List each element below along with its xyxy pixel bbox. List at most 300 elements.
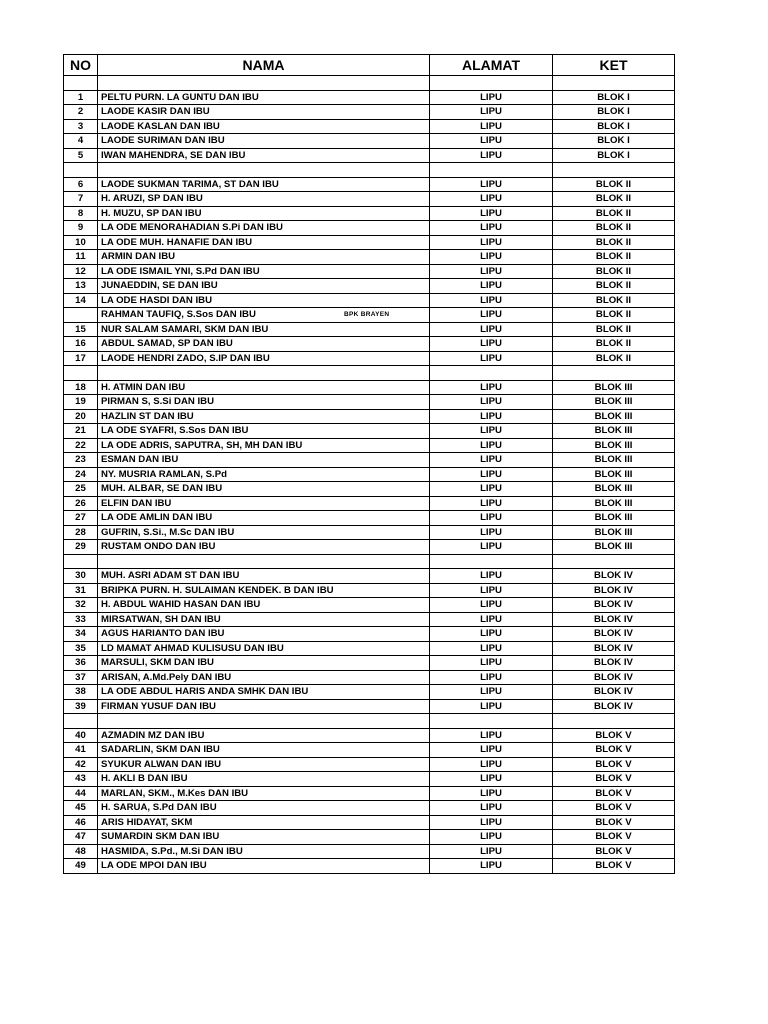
table-row bbox=[64, 279, 675, 294]
cell-ket: BLOK II bbox=[553, 250, 675, 265]
nama-text: PIRMAN S, S.Si DAN IBU bbox=[101, 396, 215, 407]
cell-nama bbox=[98, 641, 430, 656]
table-row bbox=[64, 293, 675, 308]
nama-text: NUR SALAM SAMARI, SKM DAN IBU bbox=[101, 323, 269, 335]
cell-no: 34 bbox=[64, 627, 98, 642]
cell-nama bbox=[98, 308, 430, 323]
table-row bbox=[64, 424, 675, 439]
cell-nama bbox=[98, 569, 430, 584]
cell-alamat: LIPU bbox=[430, 134, 553, 149]
table-row bbox=[64, 757, 675, 772]
nama-text: AZMADIN MZ DAN IBU bbox=[101, 729, 205, 741]
cell-alamat: LIPU bbox=[430, 569, 553, 584]
cell-nama bbox=[98, 714, 430, 729]
cell-nama bbox=[98, 786, 430, 801]
cell-alamat: LIPU bbox=[430, 844, 553, 859]
cell-ket: BLOK IV bbox=[553, 656, 675, 671]
cell-nama bbox=[98, 656, 430, 671]
table-row bbox=[64, 772, 675, 787]
nama-text: NY. MUSRIA RAMLAN, S.Pd bbox=[101, 468, 227, 480]
nama-text: JUNAEDDIN, SE DAN IBU bbox=[101, 280, 218, 291]
cell-nama bbox=[98, 395, 430, 410]
cell-alamat: LIPU bbox=[430, 192, 553, 207]
cell-nama bbox=[98, 685, 430, 700]
cell-no: 33 bbox=[64, 612, 98, 627]
nama-text: LD MAMAT AHMAD KULISUSU DAN IBU bbox=[101, 642, 284, 654]
table-row bbox=[64, 148, 675, 163]
nama-text: H. SARUA, S.Pd DAN IBU bbox=[101, 802, 217, 813]
cell-nama bbox=[98, 482, 430, 497]
cell-nama bbox=[98, 380, 430, 395]
nama-text: H. AKLI B DAN IBU bbox=[101, 773, 188, 784]
cell-alamat: LIPU bbox=[430, 699, 553, 714]
cell-nama bbox=[98, 250, 430, 265]
cell-no: 6 bbox=[64, 177, 98, 192]
nama-text: H. ATMIN DAN IBU bbox=[101, 381, 186, 393]
nama-text: LA ODE MPOI DAN IBU bbox=[101, 860, 207, 871]
header-no: NO bbox=[64, 55, 98, 76]
cell-ket: BLOK III bbox=[553, 540, 675, 555]
cell-alamat: LIPU bbox=[430, 105, 553, 120]
cell-alamat: LIPU bbox=[430, 540, 553, 555]
cell-alamat: LIPU bbox=[430, 395, 553, 410]
cell-alamat: LIPU bbox=[430, 337, 553, 352]
cell-ket: BLOK IV bbox=[553, 583, 675, 598]
table-row bbox=[64, 844, 675, 859]
table-row bbox=[64, 250, 675, 265]
cell-no: 25 bbox=[64, 482, 98, 497]
cell-no: 30 bbox=[64, 569, 98, 584]
cell-alamat: LIPU bbox=[430, 380, 553, 395]
cell-ket: BLOK III bbox=[553, 453, 675, 468]
cell-ket: BLOK IV bbox=[553, 641, 675, 656]
table-row bbox=[64, 221, 675, 236]
cell-alamat: LIPU bbox=[430, 627, 553, 642]
nama-text: IWAN MAHENDRA, SE DAN IBU bbox=[101, 149, 246, 161]
nama-text: LAODE SURIMAN DAN IBU bbox=[101, 135, 225, 146]
cell-ket: BLOK III bbox=[553, 511, 675, 526]
table-row bbox=[64, 569, 675, 584]
cell-no: 36 bbox=[64, 656, 98, 671]
table-row bbox=[64, 685, 675, 700]
resident-list-table bbox=[63, 54, 675, 874]
table-row bbox=[64, 525, 675, 540]
cell-alamat: LIPU bbox=[430, 511, 553, 526]
cell-alamat: LIPU bbox=[430, 728, 553, 743]
cell-nama bbox=[98, 511, 430, 526]
cell-nama bbox=[98, 366, 430, 381]
cell-alamat bbox=[430, 76, 553, 91]
cell-no: 45 bbox=[64, 801, 98, 816]
cell-alamat: LIPU bbox=[430, 743, 553, 758]
header-ket: KET bbox=[553, 55, 675, 76]
cell-alamat: LIPU bbox=[430, 467, 553, 482]
nama-text: MARLAN, SKM., M.Kes DAN IBU bbox=[101, 787, 249, 799]
nama-text: BRIPKA PURN. H. SULAIMAN KENDEK. B DAN IBU bbox=[101, 584, 334, 596]
nama-text: LA ODE MENORAHADIAN S.Pi DAN IBU bbox=[101, 222, 283, 233]
cell-no: 39 bbox=[64, 699, 98, 714]
cell-no: 42 bbox=[64, 757, 98, 772]
cell-alamat: LIPU bbox=[430, 757, 553, 772]
cell-no: 19 bbox=[64, 395, 98, 410]
cell-nama bbox=[98, 119, 430, 134]
cell-alamat: LIPU bbox=[430, 90, 553, 105]
nama-text: LAODE KASLAN DAN IBU bbox=[101, 120, 220, 132]
cell-ket: BLOK II bbox=[553, 264, 675, 279]
cell-no: 11 bbox=[64, 250, 98, 265]
cell-ket: BLOK II bbox=[553, 293, 675, 308]
table-row bbox=[64, 453, 675, 468]
cell-no: 18 bbox=[64, 380, 98, 395]
cell-nama bbox=[98, 670, 430, 685]
cell-no: 13 bbox=[64, 279, 98, 294]
table-row bbox=[64, 308, 675, 323]
table-row bbox=[64, 786, 675, 801]
cell-nama bbox=[98, 192, 430, 207]
cell-alamat bbox=[430, 714, 553, 729]
cell-nama bbox=[98, 90, 430, 105]
cell-ket: BLOK V bbox=[553, 859, 675, 874]
table-row bbox=[64, 496, 675, 511]
cell-nama bbox=[98, 134, 430, 149]
cell-ket: BLOK II bbox=[553, 206, 675, 221]
nama-text: RAHMAN TAUFIQ, S.Sos DAN IBU bbox=[101, 309, 256, 320]
cell-nama bbox=[98, 496, 430, 511]
table-row bbox=[64, 351, 675, 366]
nama-text: MUH. ASRI ADAM ST DAN IBU bbox=[101, 570, 240, 581]
cell-no: 15 bbox=[64, 322, 98, 337]
cell-nama bbox=[98, 424, 430, 439]
cell-no: 24 bbox=[64, 467, 98, 482]
table-row bbox=[64, 656, 675, 671]
cell-ket: BLOK III bbox=[553, 395, 675, 410]
table-row bbox=[64, 206, 675, 221]
cell-no: 44 bbox=[64, 786, 98, 801]
cell-alamat: LIPU bbox=[430, 409, 553, 424]
cell-ket: BLOK II bbox=[553, 337, 675, 352]
table-row bbox=[64, 322, 675, 337]
cell-no: 21 bbox=[64, 424, 98, 439]
cell-nama bbox=[98, 322, 430, 337]
cell-no: 12 bbox=[64, 264, 98, 279]
cell-no: 43 bbox=[64, 772, 98, 787]
spacer-row bbox=[64, 76, 675, 91]
nama-text: ARISAN, A.Md.Pely DAN IBU bbox=[101, 671, 232, 683]
cell-alamat: LIPU bbox=[430, 235, 553, 250]
cell-alamat: LIPU bbox=[430, 525, 553, 540]
cell-no: 48 bbox=[64, 844, 98, 859]
nama-text: LA ODE HASDI DAN IBU bbox=[101, 294, 213, 306]
cell-alamat: LIPU bbox=[430, 119, 553, 134]
table-row bbox=[64, 598, 675, 613]
cell-alamat: LIPU bbox=[430, 786, 553, 801]
cell-nama bbox=[98, 554, 430, 569]
cell-ket: BLOK V bbox=[553, 786, 675, 801]
table-row bbox=[64, 119, 675, 134]
table-row bbox=[64, 264, 675, 279]
cell-ket: BLOK V bbox=[553, 830, 675, 845]
cell-ket: BLOK V bbox=[553, 743, 675, 758]
cell-no: 23 bbox=[64, 453, 98, 468]
cell-alamat: LIPU bbox=[430, 598, 553, 613]
cell-no: 28 bbox=[64, 525, 98, 540]
cell-alamat: LIPU bbox=[430, 612, 553, 627]
table-row bbox=[64, 540, 675, 555]
cell-no: 16 bbox=[64, 337, 98, 352]
cell-alamat: LIPU bbox=[430, 482, 553, 497]
nama-text: MIRSATWAN, SH DAN IBU bbox=[101, 613, 221, 625]
cell-ket: BLOK I bbox=[553, 148, 675, 163]
cell-alamat: LIPU bbox=[430, 830, 553, 845]
nama-text: GUFRIN, S.Si., M.Sc DAN IBU bbox=[101, 526, 235, 538]
cell-no: 14 bbox=[64, 293, 98, 308]
header-row bbox=[64, 55, 675, 76]
table-row bbox=[64, 728, 675, 743]
nama-text: LAODE HENDRI ZADO, S.IP DAN IBU bbox=[101, 352, 270, 364]
cell-ket: BLOK II bbox=[553, 235, 675, 250]
cell-ket: BLOK II bbox=[553, 322, 675, 337]
cell-no: 20 bbox=[64, 409, 98, 424]
cell-no: 3 bbox=[64, 119, 98, 134]
cell-nama bbox=[98, 757, 430, 772]
table-row bbox=[64, 801, 675, 816]
table-row bbox=[64, 192, 675, 207]
cell-alamat: LIPU bbox=[430, 801, 553, 816]
cell-nama bbox=[98, 598, 430, 613]
cell-alamat: LIPU bbox=[430, 148, 553, 163]
cell-nama bbox=[98, 148, 430, 163]
cell-alamat: LIPU bbox=[430, 264, 553, 279]
nama-text: LA ODE AMLIN DAN IBU bbox=[101, 512, 213, 523]
cell-ket: BLOK III bbox=[553, 409, 675, 424]
cell-no: 22 bbox=[64, 438, 98, 453]
header-nama: NAMA bbox=[98, 55, 430, 76]
cell-ket: BLOK V bbox=[553, 844, 675, 859]
nama-text: SUMARDIN SKM DAN IBU bbox=[101, 831, 220, 842]
table-row bbox=[64, 859, 675, 874]
handwritten-note: BPK BRAYEN bbox=[344, 311, 390, 318]
cell-nama bbox=[98, 337, 430, 352]
cell-alamat: LIPU bbox=[430, 177, 553, 192]
cell-nama bbox=[98, 264, 430, 279]
cell-nama bbox=[98, 163, 430, 178]
cell-ket: BLOK II bbox=[553, 351, 675, 366]
nama-text: ELFIN DAN IBU bbox=[101, 497, 172, 509]
cell-alamat: LIPU bbox=[430, 685, 553, 700]
cell-nama bbox=[98, 351, 430, 366]
cell-no: 9 bbox=[64, 221, 98, 236]
cell-nama bbox=[98, 801, 430, 816]
cell-no: 41 bbox=[64, 743, 98, 758]
cell-no: 4 bbox=[64, 134, 98, 149]
cell-no: 1 bbox=[64, 90, 98, 105]
cell-alamat: LIPU bbox=[430, 583, 553, 598]
nama-text: ARMIN DAN IBU bbox=[101, 251, 176, 262]
cell-alamat: LIPU bbox=[430, 279, 553, 294]
cell-alamat: LIPU bbox=[430, 424, 553, 439]
cell-ket: BLOK IV bbox=[553, 612, 675, 627]
nama-text: FIRMAN YUSUF DAN IBU bbox=[101, 700, 216, 712]
cell-ket: BLOK III bbox=[553, 496, 675, 511]
cell-alamat: LIPU bbox=[430, 322, 553, 337]
table-row bbox=[64, 235, 675, 250]
table-row bbox=[64, 177, 675, 192]
nama-text: ARIS HIDAYAT, SKM bbox=[101, 816, 193, 828]
cell-no: 37 bbox=[64, 670, 98, 685]
cell-ket bbox=[553, 714, 675, 729]
cell-ket bbox=[553, 554, 675, 569]
cell-nama bbox=[98, 221, 430, 236]
cell-alamat: LIPU bbox=[430, 772, 553, 787]
cell-no: 35 bbox=[64, 641, 98, 656]
nama-text: RUSTAM ONDO DAN IBU bbox=[101, 541, 216, 552]
cell-nama bbox=[98, 830, 430, 845]
cell-ket: BLOK IV bbox=[553, 569, 675, 584]
cell-nama bbox=[98, 612, 430, 627]
cell-ket: BLOK II bbox=[553, 221, 675, 236]
cell-no bbox=[64, 554, 98, 569]
cell-ket: BLOK III bbox=[553, 380, 675, 395]
table-row bbox=[64, 583, 675, 598]
nama-text: LA ODE MUH. HANAFIE DAN IBU bbox=[101, 236, 253, 248]
cell-no: 10 bbox=[64, 235, 98, 250]
cell-nama bbox=[98, 699, 430, 714]
cell-no: 5 bbox=[64, 148, 98, 163]
cell-ket: BLOK V bbox=[553, 772, 675, 787]
spacer-row bbox=[64, 163, 675, 178]
cell-no: 40 bbox=[64, 728, 98, 743]
cell-nama bbox=[98, 525, 430, 540]
cell-nama bbox=[98, 105, 430, 120]
cell-ket: BLOK II bbox=[553, 279, 675, 294]
nama-text: LAODE SUKMAN TARIMA, ST DAN IBU bbox=[101, 178, 279, 190]
cell-no: 47 bbox=[64, 830, 98, 845]
cell-alamat: LIPU bbox=[430, 670, 553, 685]
cell-ket: BLOK II bbox=[553, 177, 675, 192]
cell-alamat bbox=[430, 163, 553, 178]
cell-alamat: LIPU bbox=[430, 206, 553, 221]
cell-nama bbox=[98, 859, 430, 874]
cell-no bbox=[64, 163, 98, 178]
cell-ket: BLOK III bbox=[553, 467, 675, 482]
cell-nama bbox=[98, 235, 430, 250]
nama-text: HAZLIN ST DAN IBU bbox=[101, 410, 194, 422]
nama-text: H. ABDUL WAHID HASAN DAN IBU bbox=[101, 599, 261, 610]
cell-alamat: LIPU bbox=[430, 308, 553, 323]
cell-ket: BLOK IV bbox=[553, 598, 675, 613]
cell-ket: BLOK I bbox=[553, 134, 675, 149]
cell-ket bbox=[553, 163, 675, 178]
cell-alamat: LIPU bbox=[430, 351, 553, 366]
table-row bbox=[64, 482, 675, 497]
nama-text: MUH. ALBAR, SE DAN IBU bbox=[101, 483, 223, 494]
nama-text: HASMIDA, S.Pd., M.Si DAN IBU bbox=[101, 845, 243, 857]
table-row bbox=[64, 337, 675, 352]
cell-nama bbox=[98, 467, 430, 482]
cell-ket: BLOK II bbox=[553, 308, 675, 323]
cell-alamat bbox=[430, 366, 553, 381]
nama-text: LA ODE SYAFRI, S.Sos DAN IBU bbox=[101, 425, 249, 436]
cell-alamat: LIPU bbox=[430, 293, 553, 308]
table-row bbox=[64, 511, 675, 526]
nama-text: PELTU PURN. LA GUNTU DAN IBU bbox=[101, 91, 259, 103]
cell-nama bbox=[98, 438, 430, 453]
table-row bbox=[64, 134, 675, 149]
table-row bbox=[64, 743, 675, 758]
cell-ket: BLOK III bbox=[553, 525, 675, 540]
cell-ket: BLOK IV bbox=[553, 699, 675, 714]
cell-ket: BLOK I bbox=[553, 105, 675, 120]
cell-alamat: LIPU bbox=[430, 656, 553, 671]
spacer-row bbox=[64, 554, 675, 569]
spacer-row bbox=[64, 714, 675, 729]
cell-no: 7 bbox=[64, 192, 98, 207]
cell-ket: BLOK IV bbox=[553, 670, 675, 685]
table-row bbox=[64, 641, 675, 656]
nama-text: ESMAN DAN IBU bbox=[101, 454, 179, 465]
nama-text: ABDUL SAMAD, SP DAN IBU bbox=[101, 338, 233, 349]
table-row bbox=[64, 467, 675, 482]
table-row bbox=[64, 90, 675, 105]
cell-no: 8 bbox=[64, 206, 98, 221]
nama-text: LA ODE ADRIS, SAPUTRA, SH, MH DAN IBU bbox=[101, 439, 303, 451]
cell-nama bbox=[98, 453, 430, 468]
cell-nama bbox=[98, 76, 430, 91]
nama-text: LA ODE ISMAIL YNI, S.Pd DAN IBU bbox=[101, 265, 260, 277]
table-row bbox=[64, 815, 675, 830]
table-row bbox=[64, 699, 675, 714]
cell-no: 26 bbox=[64, 496, 98, 511]
cell-ket: BLOK III bbox=[553, 438, 675, 453]
cell-nama bbox=[98, 279, 430, 294]
table-row bbox=[64, 380, 675, 395]
cell-no: 38 bbox=[64, 685, 98, 700]
table-row bbox=[64, 105, 675, 120]
cell-no: 17 bbox=[64, 351, 98, 366]
cell-alamat: LIPU bbox=[430, 496, 553, 511]
nama-text: LA ODE ABDUL HARIS ANDA SMHK DAN IBU bbox=[101, 686, 309, 697]
cell-alamat: LIPU bbox=[430, 641, 553, 656]
nama-text: AGUS HARIANTO DAN IBU bbox=[101, 628, 225, 639]
nama-text: SYUKUR ALWAN DAN IBU bbox=[101, 758, 222, 770]
table-row bbox=[64, 409, 675, 424]
cell-ket: BLOK V bbox=[553, 728, 675, 743]
cell-alamat: LIPU bbox=[430, 815, 553, 830]
cell-no: 29 bbox=[64, 540, 98, 555]
cell-no: 32 bbox=[64, 598, 98, 613]
cell-ket bbox=[553, 366, 675, 381]
table-row bbox=[64, 612, 675, 627]
cell-nama bbox=[98, 206, 430, 221]
table-row bbox=[64, 830, 675, 845]
cell-ket: BLOK III bbox=[553, 424, 675, 439]
cell-ket: BLOK V bbox=[553, 801, 675, 816]
nama-text: SADARLIN, SKM DAN IBU bbox=[101, 744, 220, 755]
nama-text: H. MUZU, SP DAN IBU bbox=[101, 207, 202, 219]
nama-text: H. ARUZI, SP DAN IBU bbox=[101, 193, 203, 204]
table-body bbox=[64, 76, 675, 874]
cell-nama bbox=[98, 772, 430, 787]
nama-text: LAODE KASIR DAN IBU bbox=[101, 106, 210, 117]
cell-no bbox=[64, 714, 98, 729]
cell-alamat: LIPU bbox=[430, 250, 553, 265]
nama-text: MARSULI, SKM DAN IBU bbox=[101, 657, 214, 668]
cell-nama bbox=[98, 409, 430, 424]
cell-nama bbox=[98, 743, 430, 758]
table-row bbox=[64, 395, 675, 410]
cell-ket: BLOK IV bbox=[553, 685, 675, 700]
cell-nama bbox=[98, 177, 430, 192]
